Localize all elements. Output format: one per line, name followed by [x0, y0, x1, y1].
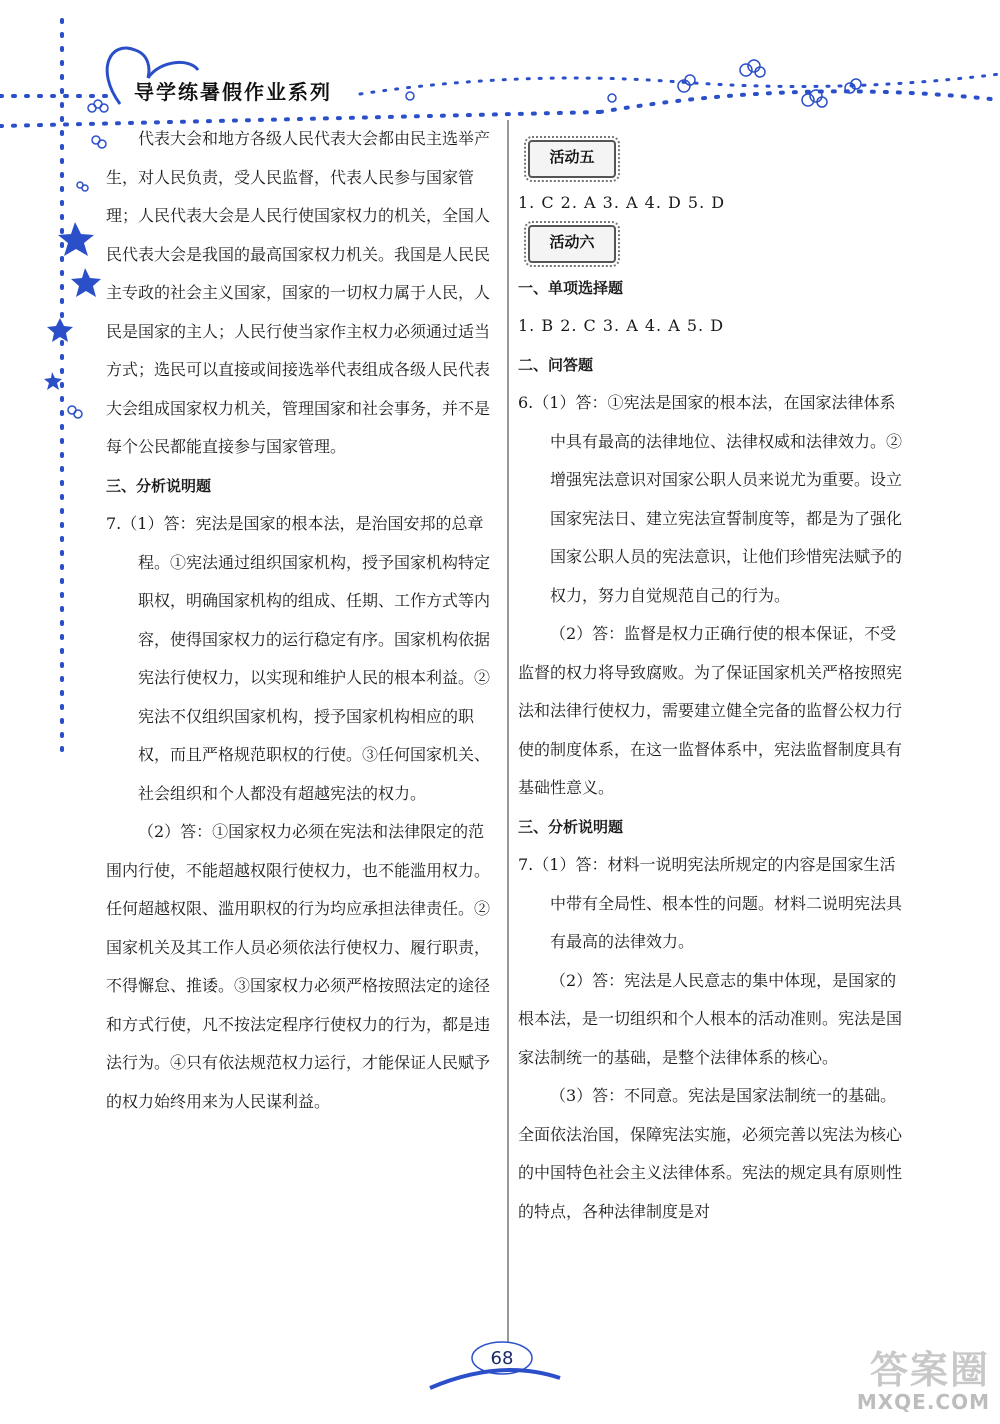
header-title: 导学练暑假作业系列 — [134, 80, 332, 104]
watermark-url: MXQE.COM — [856, 1390, 990, 1414]
watermark — [857, 1350, 990, 1414]
header-dotted-curve — [600, 91, 1000, 112]
question-7-2: （2）答：①国家权力必须在宪法和法律限定的范围内行使，不能超越权限行使权力，也不能滥用权力。任何超越权限、滥用职权的行为均应承担法律责任。②国家机关及其工作人员必须依法行使权力、履行职责，不得懈怠、推诿。③国家权力必须严格按照法定的途径和方式行使，凡不按法定程序行使权力的行为，都是违法行为。④只有依法规范权力运行，才能保证人民赋予的权力始终用来为人民谋利益。 — [106, 822, 491, 1111]
activity-badge: 活动六 — [528, 225, 616, 263]
header-wavy-line — [360, 74, 1000, 94]
question-6-1: 6.（1）答：①宪法是国家的根本法，在国家法律体系中具有最高的法律地位、法律权威和法律效力。②增强宪法意识对国家公职人员来说尤为重要。设立国家宪法日、建立宪法宣誓制度等，都是为了强化国家公职人员的宪法意识，让他们珍惜宪法赋予的权力，努力自觉规范自己的行为。 — [518, 393, 903, 605]
question-7-3: （3）答：不同意。宪法是国家法制统一的基础。全面依法治国，保障宪法实施，必须完善以宪法为核心的中国特色社会主义法律体系。宪法的规定具有原则性的特点，各种法律制度是对 — [518, 1086, 903, 1221]
star-icon — [71, 268, 101, 297]
star-icon — [47, 318, 73, 342]
page-number: 68 — [490, 1348, 514, 1369]
answers-activity-6: 1. B 2. C 3. A 4. A 5. D — [518, 316, 725, 335]
star-icon — [44, 372, 62, 390]
answers-activity-5: 1. C 2. A 3. A 4. D 5. D — [518, 193, 726, 212]
left-column — [106, 120, 498, 1121]
question-6-2: （2）答：监督是权力正确行使的根本保证，不受监督的权力将导致腐败。为了保证国家机关严格按照宪法和法律行使权力，需要建立健全完备的监督公权力行使的制度体系，在这一监督体系中，宪法监督制度具有基础性意义。 — [518, 624, 903, 797]
question-7-2: （2）答：宪法是人民意志的集中体现，是国家的根本法，是一切组织和个人根本的活动准则。宪法是国家法制统一的基础，是整个法律体系的核心。 — [518, 970, 903, 1067]
section-heading: 三、分析说明题 — [106, 476, 212, 495]
watermark-logo-text: 答案圈 — [869, 1348, 990, 1392]
question-7-1: 7.（1）答：材料一说明宪法所规定的内容是国家生活中带有全局性、根本性的问题。材料二说明宪法具有最高的法律效力。 — [518, 855, 903, 951]
section-heading: 三、分析说明题 — [518, 817, 624, 836]
activity-badge: 活动五 — [528, 140, 616, 178]
right-column — [518, 138, 910, 1231]
star-icon — [58, 222, 94, 256]
question-7-1: 7.（1）答：宪法是国家的根本法，是治国安邦的总章程。①宪法通过组织国家机构，授予国家机构特定职权，明确国家机构的组成、任期、工作方式等内容，使得国家权力的运行稳定有序。国家机构依据宪法行使权力，以实现和维护人民的根本利益。②宪法不仅组织国家机构，授予国家机构相应的职权，而且严格规范职权的行使。③任何国家机关、社会组织和个人都没有超越宪法的权力。 — [106, 514, 491, 803]
paragraph: 代表大会和地方各级人民代表大会都由民主选举产生，对人民负责，受人民监督，代表人民参与国家管理；人民代表大会是人民行使国家权力的机关，全国人民代表大会是我国的最高国家权力机关。我国是人民民主专政的社会主义国家，国家的一切权力属于人民，人民是国家的主人；人民行使当家作主权力必须通过适当方式；选民可以直接或间接选举代表组成各级人民代表大会组成国家权力机关，管理国家和社会事务，并不是每个公民都能直接参与国家管理。 — [106, 129, 491, 456]
section-heading: 二、问答题 — [518, 355, 594, 374]
section-heading: 一、单项选择题 — [518, 278, 624, 297]
